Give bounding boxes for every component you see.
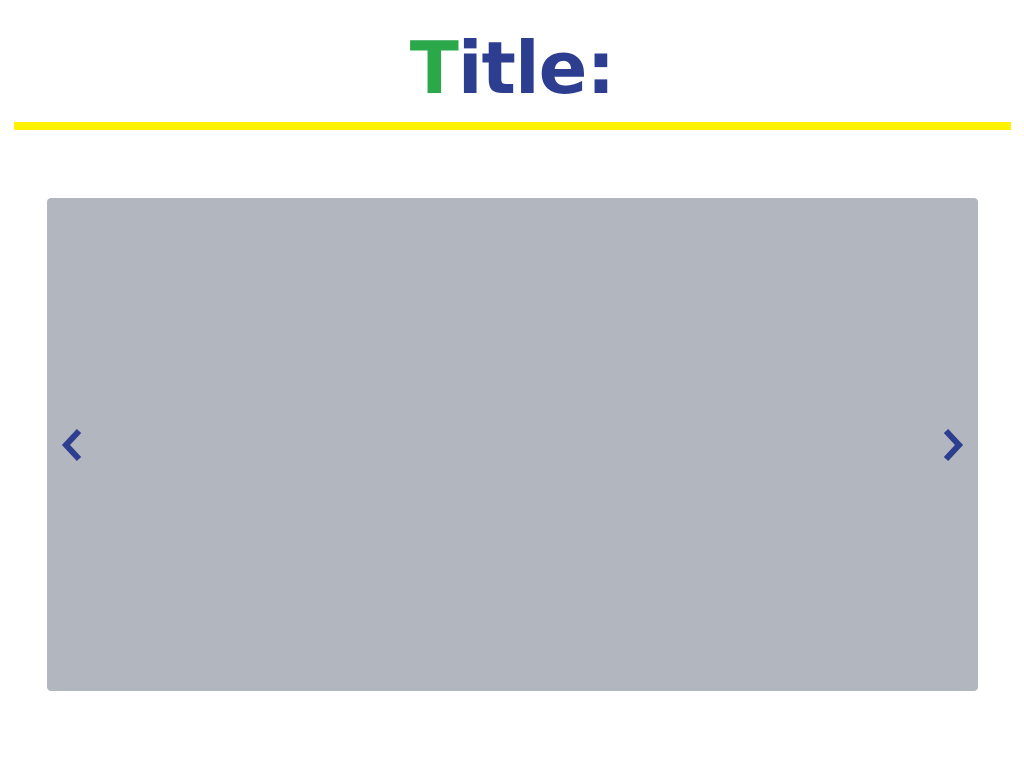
chevron-right-icon — [940, 427, 966, 463]
image-carousel — [47, 198, 978, 691]
page-title — [0, 28, 1024, 108]
header-divider — [14, 122, 1011, 130]
carousel-prev-button[interactable] — [57, 425, 87, 465]
carousel-next-button[interactable] — [938, 425, 968, 465]
title-first-letter: T — [409, 26, 458, 110]
chevron-left-icon — [59, 427, 85, 463]
title-rest: itle: — [457, 26, 615, 110]
header — [0, 0, 1024, 122]
